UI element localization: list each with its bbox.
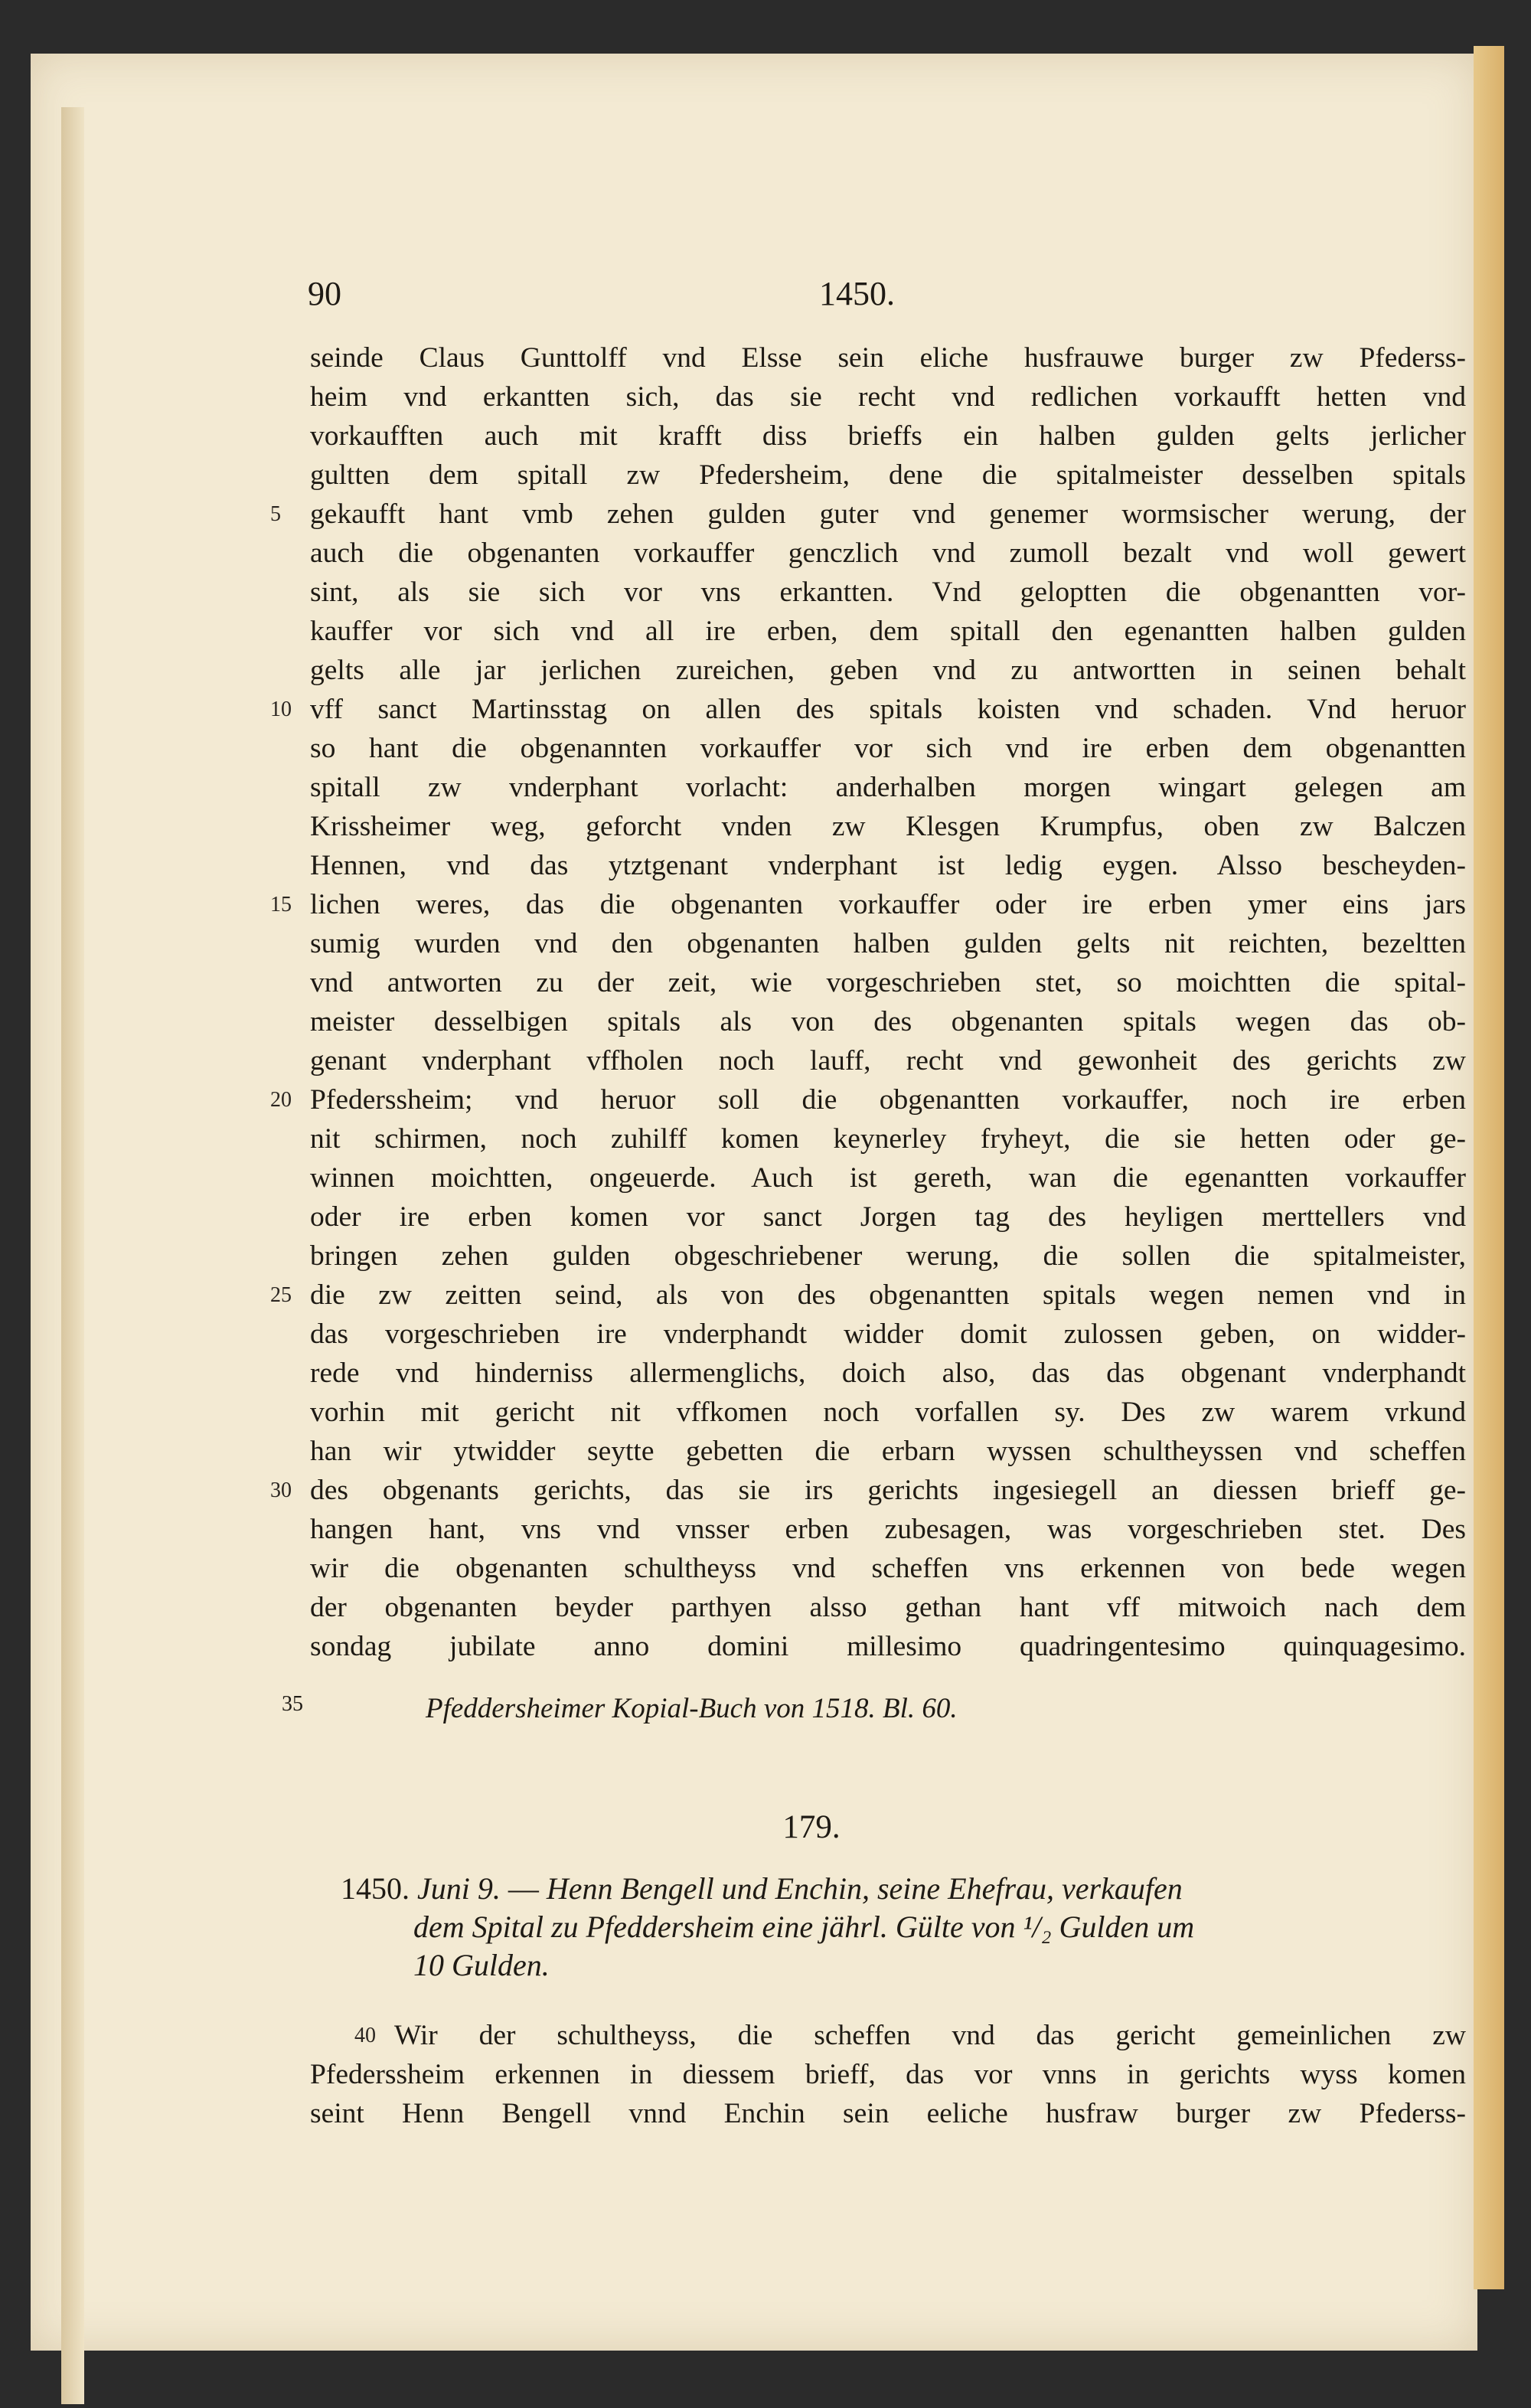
text-line: [270, 1276, 1466, 1315]
line-text: sumig wurden vnd den obgenanten halben gulden gelts nit reichten, bezeltten: [310, 928, 1466, 959]
main-text-block: [270, 338, 1466, 1666]
source-text: Pfeddersheimer Kopial-Buch von 1518. Bl. 60.: [426, 1693, 958, 1724]
line-text: lichen weres, das die obgenanten vorkauffer oder ire erben ymer eins jars: [310, 889, 1466, 920]
line-text: heim vnd erkantten sich, das sie recht vnd redlichen vorkaufft hetten vnd: [310, 381, 1466, 413]
text-line: [310, 1158, 1466, 1197]
text-line: [310, 963, 1466, 1002]
text-line: [270, 1080, 1466, 1119]
line-number: 5: [270, 502, 281, 526]
text-line: [270, 885, 1466, 924]
line-text: sint, als sie sich vor vns erkantten. Vnd geloptten die obgenantten vor-: [310, 577, 1466, 608]
line-text: seinde Claus Gunttolff vnd Elsse sein eliche husfrauwe burger zw Pfederss-: [310, 342, 1466, 374]
text-line: [310, 651, 1466, 690]
text-line: [310, 1002, 1466, 1041]
line-text: vff sanct Martinsstag on allen des spitals koisten vnd schaden. Vnd heruor: [310, 694, 1466, 725]
line-text: gekaufft hant vmb zehen gulden guter vnd genemer wormsischer werung, der: [310, 498, 1466, 530]
line-text: spitall zw vnderphant vorlacht: anderhalben morgen wingart gelegen am: [310, 772, 1466, 803]
line-text: die zw zeitten seind, als von des obgenantten spitals wegen nemen vnd in: [310, 1279, 1466, 1311]
text-line: [310, 729, 1466, 768]
text-line: [310, 924, 1466, 963]
document-body: [310, 2016, 1466, 2133]
line-text: auch die obgenanten vorkauffer genczlich vnd zumoll bezalt vnd woll gewert: [310, 537, 1466, 569]
text-line: [310, 534, 1466, 573]
regest: [341, 1870, 1466, 1985]
regest-line3: 10 Gulden.: [413, 1948, 550, 1982]
line-text: Krissheimer weg, geforcht vnden zw Klesgen Krumpfus, oben zw Balczen: [310, 811, 1466, 842]
line-text: Hennen, vnd das ytztgenant vnderphant ist ledig eygen. Alsso bescheyden-: [310, 850, 1466, 881]
line-text: gelts alle jar jerlichen zureichen, geben vnd zu antwortten in seinen behalt: [310, 655, 1466, 686]
regest-line: [341, 1870, 1466, 1908]
regest-date: 1450.: [341, 1871, 410, 1906]
text-line: [270, 495, 1466, 534]
line-number: 25: [270, 1283, 292, 1307]
line-text: vorkaufften auch mit krafft diss brieffs ein halben gulden gelts jerlicher: [310, 420, 1466, 452]
line-number: 35: [282, 1692, 303, 1716]
text-line: [310, 1315, 1466, 1354]
text-line: [310, 417, 1466, 456]
text-line: [270, 1471, 1466, 1510]
regest-line2: dem Spital zu Pfeddersheim eine jährl. Gülte von ¹/₂ Gulden um: [413, 1910, 1195, 1944]
line-text: des obgenants gerichts, das sie irs gerichts ingesiegell an diessen brieff ge-: [310, 1475, 1466, 1506]
text-line: [310, 807, 1466, 846]
text-line: [310, 1354, 1466, 1393]
text-line: [310, 1041, 1466, 1080]
line-number: 40: [354, 2024, 376, 2047]
line-text: winnen moichtten, ongeuerde. Auch ist gereth, wan die egenantten vorkauffer: [310, 1162, 1466, 1194]
page-number: 90: [308, 275, 341, 312]
line-text: das vorgeschrieben ire vnderphandt widder domit zulossen geben, on widder-: [310, 1318, 1466, 1350]
text-line: [310, 768, 1466, 807]
text-line: [310, 1588, 1466, 1627]
line-text: wir die obgenanten schultheyss vnd scheffen vns erkennen von bede wegen: [310, 1553, 1466, 1584]
line-number: 15: [270, 893, 292, 916]
line-text: oder ire erben komen vor sanct Jorgen tag des heyligen merttellers vnd: [310, 1201, 1466, 1233]
page-header: [31, 274, 1477, 320]
page-edge: [1474, 46, 1504, 2289]
text-line: [310, 1393, 1466, 1432]
line-text: vnd antworten zu der zeit, wie vorgeschrieben stet, so moichtten die spital-: [310, 967, 1466, 998]
regest-dash: —: [508, 1871, 539, 1906]
text-line: [310, 2016, 1466, 2055]
line-text: bringen zehen gulden obgeschriebener werung, die sollen die spitalmeister,: [310, 1240, 1466, 1272]
text-line: [310, 1549, 1466, 1588]
text-line: [310, 338, 1466, 377]
line-number: 30: [270, 1478, 292, 1502]
text-line: [310, 1197, 1466, 1237]
regest-line: [341, 1946, 1466, 1985]
line-text: han wir ytwidder seytte gebetten die erbarn wyssen schultheyssen vnd scheffen: [310, 1436, 1466, 1467]
line-text: gultten dem spitall zw Pfedersheim, dene die spitalmeister desselben spitals: [310, 459, 1466, 491]
text-line: [310, 1237, 1466, 1276]
text-line: [310, 2094, 1466, 2133]
text-line: [310, 573, 1466, 612]
line-text: seint Henn Bengell vnnd Enchin sein eeliche husfraw burger zw Pfederss-: [310, 2098, 1466, 2129]
line-text: meister desselbigen spitals als von des obgenanten spitals wegen das ob-: [310, 1006, 1466, 1037]
line-text: Wir der schultheyss, die scheffen vnd das gericht gemeinlichen zw: [394, 2020, 1466, 2051]
text-line: [310, 456, 1466, 495]
line-text: nit schirmen, noch zuhilff komen keynerley fryheyt, die sie hetten oder ge-: [310, 1123, 1466, 1155]
line-number: 20: [270, 1088, 292, 1112]
line-text: Pfederssheim; vnd heruor soll die obgenantten vorkauffer, noch ire erben: [310, 1084, 1466, 1116]
text-line: [310, 612, 1466, 651]
document-number: 179.: [782, 1809, 841, 1845]
text-line: [310, 1627, 1466, 1666]
line-text: vorhin mit gericht nit vffkomen noch vorfallen sy. Des zw warem vrkund: [310, 1397, 1466, 1428]
book-page: [31, 54, 1477, 2351]
line-text: so hant die obgenannten vorkauffer vor sich vnd ire erben dem obgenantten: [310, 733, 1466, 764]
text-line: [310, 2055, 1466, 2094]
line-number: 10: [270, 698, 292, 721]
page-gutter: [61, 107, 84, 2404]
text-line: [310, 1432, 1466, 1471]
text-line: [310, 1119, 1466, 1158]
text-line: [310, 846, 1466, 885]
line-text: der obgenanten beyder parthyen alsso gethan hant vff mitwoich nach dem: [310, 1592, 1466, 1623]
text-line: [310, 377, 1466, 417]
line-text: rede vnd hinderniss allermenglichs, doich also, das das obgenant vnderphandt: [310, 1358, 1466, 1389]
text-line: [310, 1510, 1466, 1549]
regest-line: [341, 1908, 1466, 1946]
regest-day: Juni 9.: [417, 1871, 501, 1906]
line-text: hangen hant, vns vnd vnsser erben zubesagen, was vorgeschrieben stet. Des: [310, 1514, 1466, 1545]
running-header-year: 1450.: [819, 275, 895, 312]
regest-line1: Henn Bengell und Enchin, seine Ehefrau, verkaufen: [546, 1871, 1183, 1906]
line-text: Pfederssheim erkennen in diessem brieff, das vor vnns in gerichts wyss komen: [310, 2059, 1466, 2090]
line-text: genant vnderphant vffholen noch lauff, recht vnd gewonheit des gerichts zw: [310, 1045, 1466, 1077]
line-text: kauffer vor sich vnd all ire erben, dem spitall den egenantten halben gulden: [310, 616, 1466, 647]
line-text: sondag jubilate anno domini millesimo quadringentesimo quinquagesimo.: [310, 1631, 1466, 1662]
text-line: [270, 690, 1466, 729]
